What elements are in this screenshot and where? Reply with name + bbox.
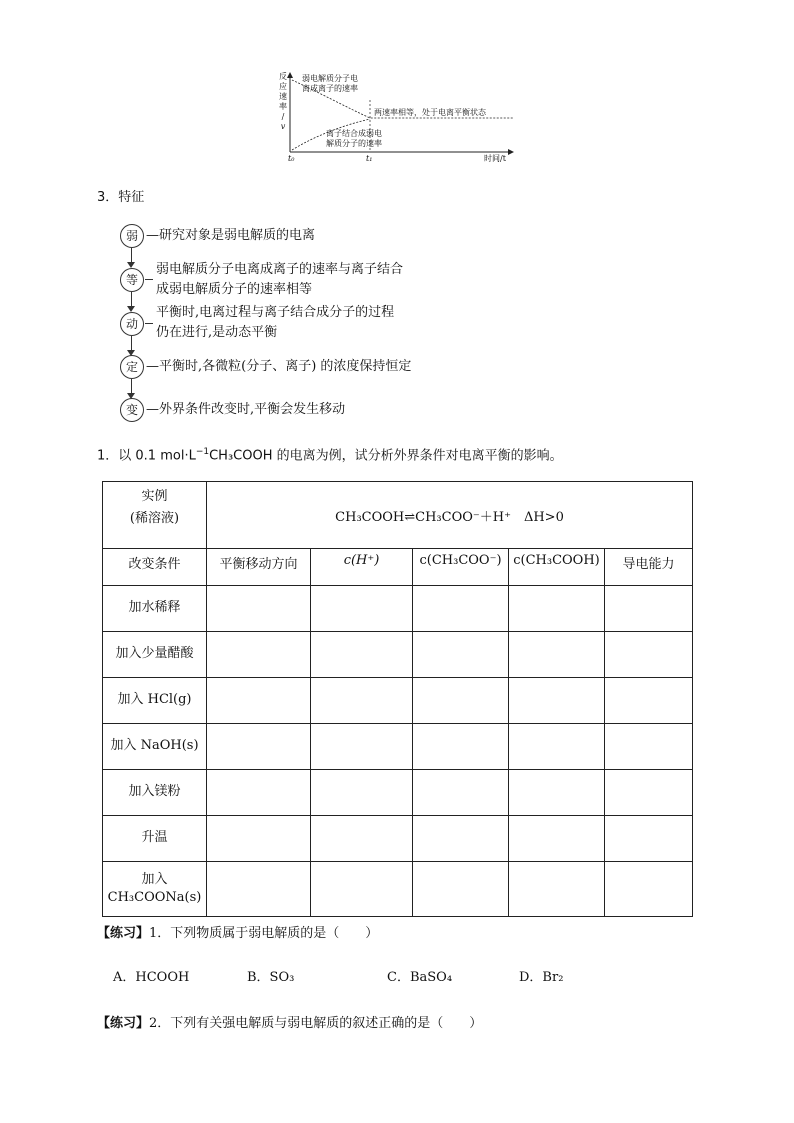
table-row [103,586,693,632]
row-label: 加水稀释 [103,586,207,632]
connector [145,323,153,324]
answer-cell[interactable] [413,862,509,917]
answer-cell[interactable] [207,770,311,816]
option-a[interactable]: A．HCOOH [113,970,190,985]
reverse-rate-label: 离子结合成弱电 解质分子的速率 [326,129,382,148]
option-c[interactable]: C．BaSO₄ [387,970,453,985]
answer-cell[interactable] [605,678,693,724]
feature-text-equal: 弱电解质分子电离成离子的速率与离子结合 成弱电解质分子的速率相等 [156,262,404,297]
row-label: 加入 HCl(g) [103,678,207,724]
feature-char-dynamic: 动 [120,312,144,336]
equilibrium-note: 两速率相等，处于电离平衡状态 [374,108,486,117]
answer-cell[interactable] [207,724,311,770]
answer-cell[interactable] [207,632,311,678]
answer-cell[interactable] [605,770,693,816]
answer-cell[interactable] [311,678,413,724]
practice-2: 【练习】2．下列有关强电解质与弱电解质的叙述正确的是（ ） [97,1016,483,1031]
answer-cell[interactable] [207,586,311,632]
table-row [103,632,693,678]
answer-cell[interactable] [207,816,311,862]
feature-char-change: 变 [120,398,144,422]
table-header: 平衡移动方向 [207,549,311,586]
answer-cell[interactable] [605,862,693,917]
row-label: 加入镁粉 [103,770,207,816]
t0-label: t₀ [288,154,295,163]
feature-char-weak: 弱 [120,224,144,248]
rate-graph [278,72,518,167]
answer-cell[interactable] [509,632,605,678]
ionization-table [102,481,693,917]
answer-cell[interactable] [605,586,693,632]
row-label: 升温 [103,816,207,862]
answer-cell[interactable] [509,678,605,724]
feature-text-fixed: —平衡时,各微粒(分子、离子) 的浓度保持恒定 [146,359,412,374]
table-header: c(CH₃COO⁻) [413,549,509,586]
table-header: c(H⁺) [311,549,413,586]
x-axis-label: 时间/t [484,154,506,163]
table-header: c(CH₃COOH) [509,549,605,586]
feature-char-fixed: 定 [120,355,144,379]
answer-cell[interactable] [311,586,413,632]
forward-rate-label: 弱电解质分子电 离成离子的速率 [302,74,358,93]
table-row [103,770,693,816]
answer-cell[interactable] [605,632,693,678]
answer-cell[interactable] [509,586,605,632]
row-label: 加入 CH₃COONa(s) [103,862,207,917]
answer-cell[interactable] [413,586,509,632]
section-title: 3．特征 [97,190,145,205]
feature-text-weak: —研究对象是弱电解质的电离 [146,228,316,243]
connector [145,279,153,280]
table-row [103,816,693,862]
answer-cell[interactable] [311,862,413,917]
table-header: 改变条件 [103,549,207,586]
answer-cell[interactable] [311,770,413,816]
feature-char-equal: 等 [120,268,144,292]
answer-cell[interactable] [311,632,413,678]
practice-tag: 【练习】 [97,926,150,941]
answer-cell[interactable] [413,632,509,678]
answer-cell[interactable] [605,724,693,770]
answer-cell[interactable] [509,724,605,770]
table-row [103,678,693,724]
question-1: 1．以 0.1 $mol\cdot L^{-1}CH_3COOH$ 的电离为例，试分析外界条件对电离平衡的影响。 [97,447,563,464]
row-label: 加入 NaOH(s) [103,724,207,770]
table-row [103,862,693,917]
answer-cell[interactable] [413,816,509,862]
feature-text-change: —外界条件改变时,平衡会发生移动 [146,402,346,417]
option-d[interactable]: D．Br₂ [519,970,564,985]
answer-cell[interactable] [413,724,509,770]
table-header: 导电能力 [605,549,693,586]
y-axis-label: 反 应 速 率 / v [279,72,287,131]
answer-cell[interactable] [413,770,509,816]
answer-cell[interactable] [509,816,605,862]
practice-1-options [113,970,713,988]
example-header-cell: 实例 (稀溶液) [103,482,207,549]
row-label: 加入少量醋酸 [103,632,207,678]
equation-cell: CH₃COOH⇌CH₃COO⁻＋H⁺ ΔH>0 [207,482,693,549]
answer-cell[interactable] [413,678,509,724]
answer-cell[interactable] [509,862,605,917]
t1-label: t₁ [366,154,373,163]
practice-tag: 【练习】 [97,1016,150,1031]
feature-text-dynamic: 平衡时,电离过程与离子结合成分子的过程 仍在进行,是动态平衡 [156,305,395,340]
answer-cell[interactable] [509,770,605,816]
table-row [103,724,693,770]
option-b[interactable]: B．SO₃ [247,970,295,985]
answer-cell[interactable] [207,862,311,917]
answer-cell[interactable] [207,678,311,724]
practice-1: 【练习】1．下列物质属于弱电解质的是（ ） [97,926,379,941]
answer-cell[interactable] [605,816,693,862]
answer-cell[interactable] [311,816,413,862]
answer-cell[interactable] [311,724,413,770]
